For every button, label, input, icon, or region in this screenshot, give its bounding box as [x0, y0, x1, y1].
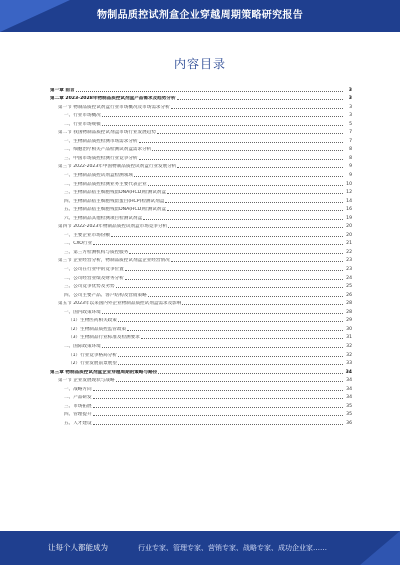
toc-entry-page: 35 [346, 412, 352, 418]
toc-entry-title: 四、公司主要产品、客户结构及营销策略 [64, 292, 147, 298]
toc-entry-title: 第二节 我国物制品质控试剂盒市场行业发展趋势 [58, 130, 156, 136]
toc-entry-page: 8 [349, 155, 352, 161]
toc-entry[interactable] [50, 187, 352, 196]
toc-entry[interactable] [50, 366, 352, 375]
toc-leader-dots [118, 356, 343, 357]
toc-entry[interactable] [50, 84, 352, 93]
toc-entry-title: 三、第三方检测机构与质控服务 [64, 249, 129, 255]
toc-entry[interactable] [50, 417, 352, 426]
toc-entry-page: 14 [346, 198, 352, 204]
toc-entry[interactable] [50, 101, 352, 110]
toc-entry[interactable] [50, 323, 352, 332]
toc-leader-dots [93, 407, 343, 408]
toc-entry-page: 20 [346, 232, 352, 238]
toc-entry-title: 三、生物制品宿主细胞残留DNA(HCD)检测试剂盒 [64, 190, 166, 196]
toc-entry[interactable] [50, 178, 352, 187]
toc-entry[interactable] [50, 212, 352, 221]
toc-entry-page: 32 [346, 352, 352, 358]
toc-entry-title: 第三章 物制品质控试剂盒企业穿越周期的策略与路径 [50, 369, 158, 375]
toc-leader-dots [125, 279, 343, 280]
toc-entry[interactable] [50, 306, 352, 315]
toc-entry[interactable] [50, 263, 352, 272]
toc-entry-page: 22 [346, 249, 352, 255]
toc-entry-title: 第二章 2023-2028年物制品质控试剂盒产品需求及趋势分析 [50, 96, 176, 102]
toc-entry-page: 16 [346, 207, 352, 213]
toc-leader-dots [116, 381, 343, 382]
toc-entry-title: 一、战略方向 [64, 386, 92, 392]
toc-leader-dots [171, 261, 343, 262]
toc-leader-dots [93, 390, 343, 391]
toc-entry-title: 第五节 2023年以来国内外企业物制品质控试剂盒需求及影响 [58, 301, 182, 307]
toc-leader-dots [125, 270, 343, 271]
toc-entry-title: 一、生物制品质控检测市场需求分析 [64, 138, 138, 144]
toc-entry[interactable] [50, 161, 352, 170]
toc-entry[interactable] [50, 238, 352, 247]
toc-leader-dots [182, 304, 343, 305]
toc-entry-title: 第三节 企业经营分析，物制品质控试剂盒企业经营情况 [58, 258, 170, 264]
toc-entry-title: 二、生物制品质控检测业务主要代表企业 [64, 181, 147, 187]
toc-entry-title: 第一节 企业发展现状与战略 [58, 378, 115, 384]
toc-entry-page: 8 [349, 147, 352, 153]
toc-leader-dots [157, 133, 343, 134]
toc-entry-page: 23 [346, 267, 352, 273]
toc-entry-title: 三、中国市场质控检测行业竞争分析 [64, 155, 138, 161]
toc-leader-dots [134, 176, 343, 177]
toc-entry-title: 二、公司经营业绩及财务分析 [64, 275, 124, 281]
toc-entry-title: （1）生物医药相关政策 [68, 318, 117, 324]
footer-slogan-tail: 行业专家、管理专家、营销专家、战略专家、成功企业家…… [138, 544, 327, 552]
toc-leader-dots [158, 373, 343, 374]
toc-entry-page: 34 [346, 395, 352, 401]
toc-leader-dots [93, 415, 343, 416]
toc-leader-dots [118, 364, 343, 365]
toc-entry-page: 7 [349, 138, 352, 144]
toc-entry-title: 第一章 前言 [50, 87, 75, 93]
toc-entry-title: （1）行业竞争格局分析 [68, 352, 117, 358]
toc-entry-title: （3）生物制品行业标准及检测要求 [68, 335, 140, 341]
toc-entry[interactable] [50, 349, 352, 358]
toc-leader-dots [148, 185, 343, 186]
toc-entry-title: 一、生物制品质控试剂盒检测领域 [64, 173, 133, 179]
toc-leader-dots [167, 210, 343, 211]
toc-entry[interactable] [50, 298, 352, 307]
toc-entry[interactable] [50, 110, 352, 119]
table-of-contents [50, 84, 352, 426]
toc-entry[interactable] [50, 272, 352, 281]
toc-entry-page: 32 [346, 343, 352, 349]
toc-entry[interactable] [50, 127, 352, 136]
toc-leader-dots [102, 125, 343, 126]
toc-leader-dots [102, 116, 343, 117]
toc-leader-dots [139, 142, 343, 143]
toc-entry-page: 3 [349, 113, 352, 119]
toc-entry[interactable] [50, 195, 352, 204]
toc-entry[interactable] [50, 340, 352, 349]
toc-entry-title: 二、细胞治疗相关产品检测试剂盒需求分析 [64, 147, 152, 153]
toc-leader-dots [177, 99, 343, 100]
toc-leader-dots [129, 253, 343, 254]
toc-entry-title: 一、国内政策环境 [64, 309, 101, 315]
report-title: 物制品质控试剂盒企业穿越周期策略研究报告 [97, 10, 303, 21]
toc-entry[interactable] [50, 221, 352, 230]
toc-entry[interactable] [50, 152, 352, 161]
toc-entry[interactable] [50, 409, 352, 418]
toc-entry[interactable] [50, 135, 352, 144]
toc-entry-page: 12 [346, 190, 352, 196]
toc-entry-page: 10 [346, 181, 352, 187]
toc-entry[interactable] [50, 144, 352, 153]
toc-leader-dots [102, 313, 343, 314]
footer-banner [0, 531, 400, 565]
toc-entry-page: 34 [346, 386, 352, 392]
header-banner [0, 0, 400, 32]
toc-leader-dots [148, 296, 343, 297]
toc-entry[interactable] [50, 118, 352, 127]
toc-entry-title: 五、人才建设 [64, 420, 92, 426]
toc-leader-dots [102, 347, 343, 348]
toc-entry[interactable] [50, 400, 352, 409]
toc-entry[interactable] [50, 246, 352, 255]
toc-leader-dots [167, 193, 343, 194]
toc-entry-title: （2）生物制品质控监管政策 [68, 326, 127, 332]
toc-entry-page: 23 [346, 258, 352, 264]
toc-entry[interactable] [50, 358, 352, 367]
toc-entry-page: 7 [349, 130, 352, 136]
toc-entry-title: 二、国际政策环境 [64, 343, 101, 349]
toc-entry-page: 34 [346, 378, 352, 384]
toc-leader-dots [141, 338, 343, 339]
toc-entry-page: 3 [348, 96, 352, 102]
toc-leader-dots [152, 150, 343, 151]
toc-entry[interactable] [50, 204, 352, 213]
toc-entry-title: 二、产品研发 [64, 395, 92, 401]
toc-entry-page: 28 [346, 301, 352, 307]
toc-entry-title: 一、主要企业市场份额 [64, 232, 110, 238]
toc-leader-dots [111, 236, 343, 237]
toc-leader-dots [76, 91, 343, 92]
toc-leader-dots [127, 330, 343, 331]
toc-entry-page: 21 [346, 241, 352, 247]
toc-entry-page: 24 [346, 275, 352, 281]
toc-entry[interactable] [50, 332, 352, 341]
toc-entry[interactable] [50, 93, 352, 102]
toc-entry-title: 第一节 物制品质控试剂盒行业市场概况及市场需求分析 [58, 104, 170, 110]
toc-entry-page: 9 [349, 173, 352, 179]
toc-entry-page: 30 [346, 326, 352, 332]
toc-entry-title: 二、行业市场规模 [64, 121, 101, 127]
toc-entry-page: 5 [349, 121, 352, 127]
toc-entry-page: 29 [346, 318, 352, 324]
toc-entry-page: 28 [346, 309, 352, 315]
toc-entry-page: 31 [346, 335, 352, 341]
toc-entry-page: 35 [346, 403, 352, 409]
toc-entry[interactable] [50, 375, 352, 384]
toc-leader-dots [168, 227, 343, 228]
toc-entry-title: 一、公司在行业中的竞争位置 [64, 267, 124, 273]
toc-entry-title: 第三节 2022-2023年中国物制品质控试剂盒行业发展分析 [58, 164, 177, 170]
toc-entry-title: （2）行业发展前景展望 [68, 361, 117, 367]
toc-leader-dots [171, 108, 343, 109]
toc-entry-page: 20 [346, 224, 352, 230]
toc-entry-title: 二、CXO行业 [64, 241, 93, 247]
toc-entry-page: 26 [346, 292, 352, 298]
toc-entry-page: 33 [346, 361, 352, 367]
toc-entry[interactable] [50, 315, 352, 324]
toc-entry-page: 3 [348, 87, 352, 93]
toc-leader-dots [177, 167, 343, 168]
toc-entry[interactable] [50, 281, 352, 290]
toc-entry[interactable] [50, 383, 352, 392]
toc-entry-title: 五、生物制品宿主细胞残留DNA(HCD)检测试剂盒 [64, 207, 166, 213]
toc-leader-dots [143, 219, 343, 220]
toc-leader-dots [139, 159, 343, 160]
toc-entry[interactable] [50, 255, 352, 264]
footer-accent-decoration [360, 531, 400, 565]
toc-leader-dots [93, 424, 343, 425]
toc-leader-dots [165, 202, 343, 203]
toc-leader-dots [93, 398, 343, 399]
footer-slogan-lead: 让每个人都能成为 [48, 543, 108, 552]
toc-entry[interactable] [50, 169, 352, 178]
toc-entry-title: 第四节 2022-2023年物制品质控试剂盒市场竞争分析 [58, 224, 168, 230]
toc-entry-page: 9 [349, 164, 352, 170]
toc-entry-title: 一、行业市场概况 [64, 113, 101, 119]
toc-entry-title: 四、管理提升 [64, 412, 92, 418]
toc-heading: 内容目录 [173, 57, 226, 71]
toc-entry-title: 三、市场拓展 [64, 403, 92, 409]
toc-entry-title: 六、生物制品其他检测项目检测试剂盒 [64, 215, 143, 221]
toc-entry-page: 25 [346, 284, 352, 290]
toc-entry[interactable] [50, 392, 352, 401]
toc-leader-dots [118, 321, 343, 322]
toc-entry-title: 三、公司竞争优势及劣势 [64, 284, 115, 290]
toc-entry-page: 34 [345, 369, 352, 375]
toc-entry-page: 36 [346, 420, 352, 426]
toc-entry-title: 四、生物制品宿主细胞残留蛋白(HCP)检测试剂盒 [64, 198, 165, 204]
toc-entry-page: 3 [349, 104, 352, 110]
toc-entry[interactable] [50, 289, 352, 298]
toc-entry-page: 19 [346, 215, 352, 221]
toc-entry[interactable] [50, 229, 352, 238]
toc-leader-dots [116, 287, 343, 288]
toc-leader-dots [93, 244, 343, 245]
